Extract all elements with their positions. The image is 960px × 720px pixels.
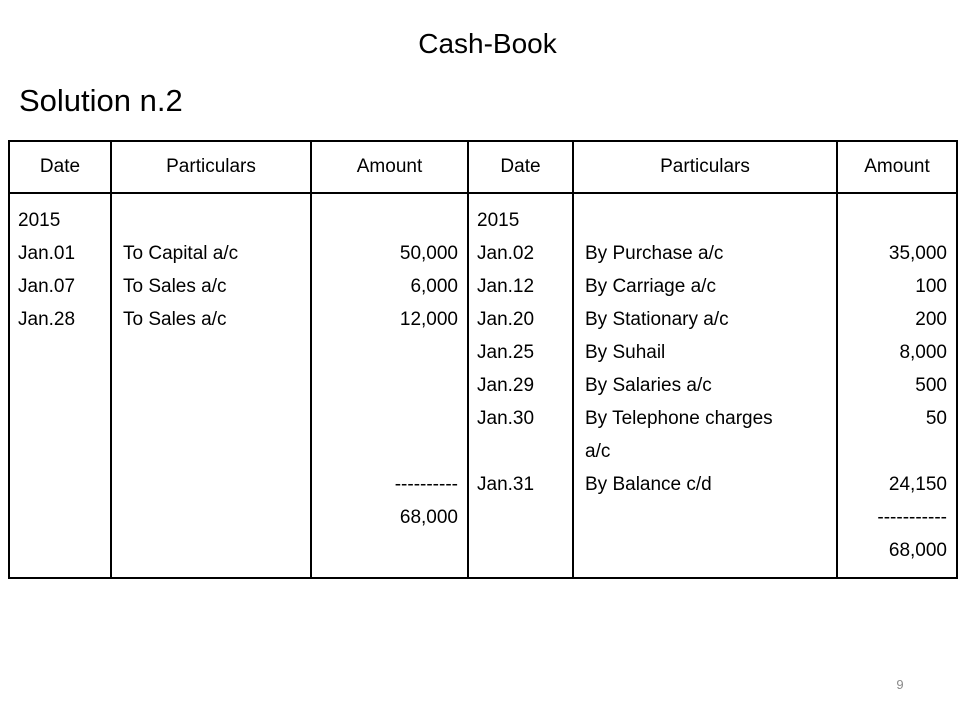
debit-particular: To Sales a/c	[123, 309, 227, 330]
credit-date: Jan.25	[477, 342, 535, 363]
credit-date: Jan.02	[477, 243, 535, 264]
table-body-row	[9, 193, 957, 578]
debit-particulars-cell	[111, 193, 311, 578]
credit-particular: By Carriage a/c	[585, 276, 716, 297]
debit-date: Jan.07	[18, 276, 76, 297]
credit-amount: 8,000	[899, 342, 947, 363]
credit-particular: By Telephone charges	[585, 408, 773, 429]
debit-amount-cell	[311, 193, 468, 578]
debit-amount-header: Amount	[311, 141, 468, 193]
slide-title: Cash-Book	[418, 28, 557, 59]
debit-year: 2015	[18, 210, 61, 231]
credit-date-header: Date	[468, 141, 573, 193]
cash-book-table	[8, 140, 958, 579]
credit-amount: 50	[925, 408, 947, 429]
credit-particular: By Salaries a/c	[585, 375, 712, 396]
debit-date-cell	[9, 193, 111, 578]
credit-date: Jan.12	[477, 276, 535, 297]
credit-particular: By Balance c/d	[585, 474, 712, 495]
debit-particular: To Sales a/c	[123, 276, 227, 297]
debit-date: Jan.28	[18, 309, 76, 330]
table-header-row	[9, 141, 957, 193]
credit-amount-cell	[837, 193, 957, 578]
debit-amount: 6,000	[410, 276, 458, 297]
credit-particular: By Stationary a/c	[585, 309, 729, 330]
credit-amount: 500	[915, 375, 947, 396]
debit-date: Jan.01	[18, 243, 76, 264]
credit-date-cell	[468, 193, 573, 578]
credit-amount-header: Amount	[837, 141, 957, 193]
credit-amount: 24,150	[888, 474, 947, 495]
credit-date: Jan.20	[477, 309, 535, 330]
page-number: 9	[896, 677, 904, 692]
credit-amount: 100	[915, 276, 947, 297]
credit-particulars-header: Particulars	[573, 141, 837, 193]
credit-particular-continued: a/c	[585, 441, 611, 462]
credit-year: 2015	[477, 210, 520, 231]
credit-amount: 35,000	[888, 243, 947, 264]
credit-total: 68,000	[888, 540, 947, 561]
debit-particular: To Capital a/c	[123, 243, 239, 264]
credit-particulars-cell	[573, 193, 837, 578]
debit-total: 68,000	[399, 507, 458, 528]
debit-amount: 12,000	[399, 309, 458, 330]
credit-particular: By Purchase a/c	[585, 243, 724, 264]
credit-amount: 200	[915, 309, 947, 330]
credit-particular: By Suhail	[585, 342, 666, 363]
debit-total-rule: ----------	[394, 474, 458, 495]
credit-date: Jan.31	[477, 474, 535, 495]
debit-amount: 50,000	[399, 243, 458, 264]
credit-date: Jan.30	[477, 408, 535, 429]
credit-date: Jan.29	[477, 375, 535, 396]
debit-particulars-header: Particulars	[111, 141, 311, 193]
debit-date-header: Date	[9, 141, 111, 193]
slide-subtitle: Solution n.2	[19, 83, 183, 118]
credit-total-rule: -----------	[877, 507, 947, 528]
